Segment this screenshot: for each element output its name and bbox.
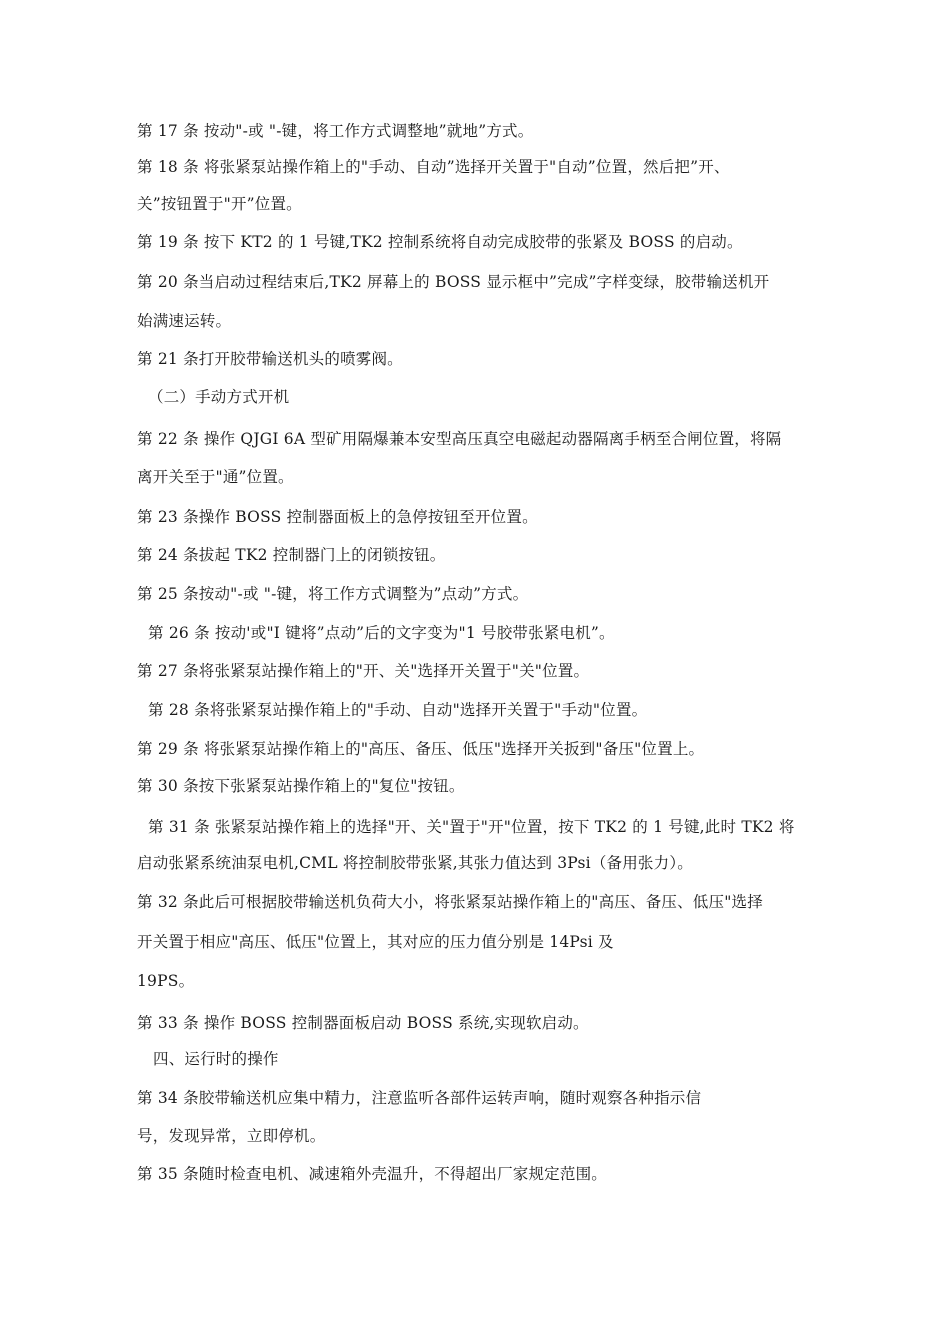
article-31-line-1: 第 31 条 张紧泵站操作箱上的选择"开、关"置于"开"位置，按下 TK2 的 1 号键,此时 TK2 将 — [148, 818, 795, 836]
article-20-line-1: 第 20 条当启动过程结束后,TK2 屏幕上的 BOSS 显示框中”完成”字样变绿，胶带输送机开 — [137, 273, 770, 291]
article-21: 第 21 条打开胶带输送机头的喷雾阀。 — [137, 350, 403, 368]
article-19: 第 19 条 按下 KT2 的 1 号键,TK2 控制系统将自动完成胶带的张紧及 BOSS 的启动。 — [137, 233, 743, 251]
article-32-line-2: 开关置于相应"高压、低压"位置上，其对应的压力值分别是 14Psi 及 — [137, 933, 614, 951]
article-31-line-2: 启动张紧系统油泵电机,CML 将控制胶带张紧,其张力值达到 3Psi（备用张力）。 — [137, 854, 693, 872]
article-29: 第 29 条 将张紧泵站操作箱上的"高压、备压、低压"选择开关扳到"备压"位置上。 — [137, 740, 705, 758]
article-25: 第 25 条按动"-或 "-键，将工作方式调整为”点动”方式。 — [137, 585, 529, 603]
article-22-line-2: 离开关至于"通”位置。 — [137, 468, 294, 486]
article-18-line-1: 第 18 条 将张紧泵站操作箱上的"手动、自动”选择开关置于"自动”位置，然后把”开、 — [137, 158, 730, 176]
article-23: 第 23 条操作 BOSS 控制器面板上的急停按钮至开位置。 — [137, 508, 538, 526]
article-18-line-2: 关”按钮置于"开”位置。 — [137, 195, 302, 213]
section-heading-operation: 四、运行时的操作 — [153, 1050, 279, 1068]
article-22-line-1: 第 22 条 操作 QJGI 6A 型矿用隔爆兼本安型高压真空电磁起动器隔离手柄至合闸位置，将隔 — [137, 430, 782, 448]
section-heading-manual-start: （二）手动方式开机 — [148, 388, 290, 406]
article-33: 第 33 条 操作 BOSS 控制器面板启动 BOSS 系统,实现软启动。 — [137, 1014, 589, 1032]
article-34-line-1: 第 34 条胶带输送机应集中精力，注意监听各部件运转声响，随时观察各种指示信 — [137, 1089, 702, 1107]
article-20-line-2: 始满速运转。 — [137, 312, 232, 330]
article-35: 第 35 条随时检查电机、减速箱外壳温升，不得超出厂家规定范围。 — [137, 1165, 607, 1183]
article-30: 第 30 条按下张紧泵站操作箱上的"复位"按钮。 — [137, 777, 465, 795]
article-32-line-3: 19PS。 — [137, 972, 195, 990]
article-24: 第 24 条拔起 TK2 控制器门上的闭锁按钮。 — [137, 546, 446, 564]
article-28: 第 28 条将张紧泵站操作箱上的"手动、自动"选择开关置于"手动"位置。 — [148, 701, 648, 719]
article-17: 第 17 条 按动"-或 "-键，将工作方式调整地”就地”方式。 — [137, 122, 534, 140]
article-26: 第 26 条 按动'或"I 键将”点动”后的文字变为"1 号胶带张紧电机”。 — [148, 624, 615, 642]
article-34-line-2: 号，发现异常，立即停机。 — [137, 1127, 326, 1145]
article-32-line-1: 第 32 条此后可根据胶带输送机负荷大小，将张紧泵站操作箱上的"高压、备压、低压"选择 — [137, 893, 763, 911]
article-27: 第 27 条将张紧泵站操作箱上的"开、关"选择开关置于"关"位置。 — [137, 662, 590, 680]
